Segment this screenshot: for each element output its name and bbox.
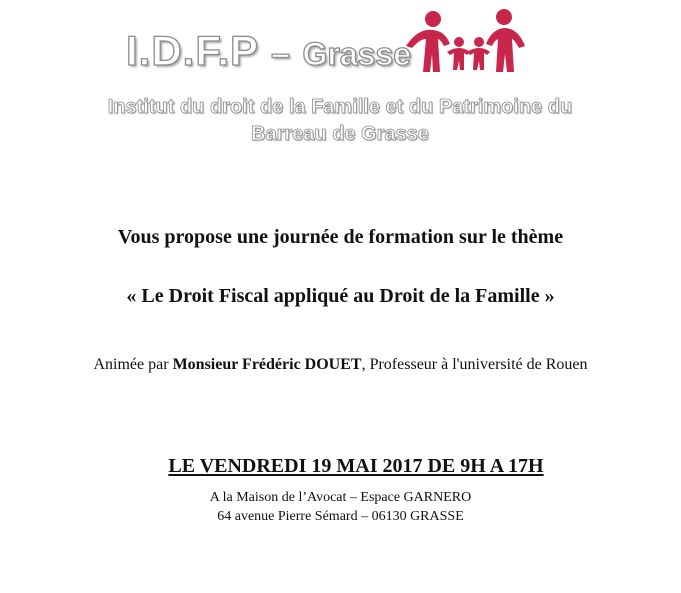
institute-name-line2: Barreau de Grasse	[251, 123, 429, 145]
event-date-text: LE VENDREDI 19 MAI 2017 DE 9H A 17H	[168, 455, 544, 477]
header-acronym: I.D.F.P	[126, 27, 259, 74]
family-logo-icon	[400, 6, 530, 76]
event-date	[0, 455, 681, 477]
theme-title: « Le Droit Fiscal appliqué au Droit de la Famille »	[126, 285, 555, 307]
proposal-heading: Vous propose une journée de formation sur le thème	[117, 226, 564, 248]
header-city: Grasse	[302, 36, 412, 72]
venue-line2: 64 avenue Pierre Sémard – 06130 GRASSE	[217, 509, 464, 524]
speaker-title: , Professeur à l'université de Rouen	[361, 356, 588, 373]
institute-name-line1: Institut du droit de la Famille et du Patrimoine du	[107, 96, 573, 118]
speaker-line	[0, 356, 681, 374]
header-separator: –	[270, 35, 290, 73]
speaker-name: Monsieur Frédéric DOUET	[172, 356, 362, 373]
venue-line1: A la Maison de l’Avocat – Espace GARNERO	[209, 490, 472, 505]
speaker-prefix: Animée par	[93, 356, 173, 373]
header-title	[126, 27, 412, 74]
